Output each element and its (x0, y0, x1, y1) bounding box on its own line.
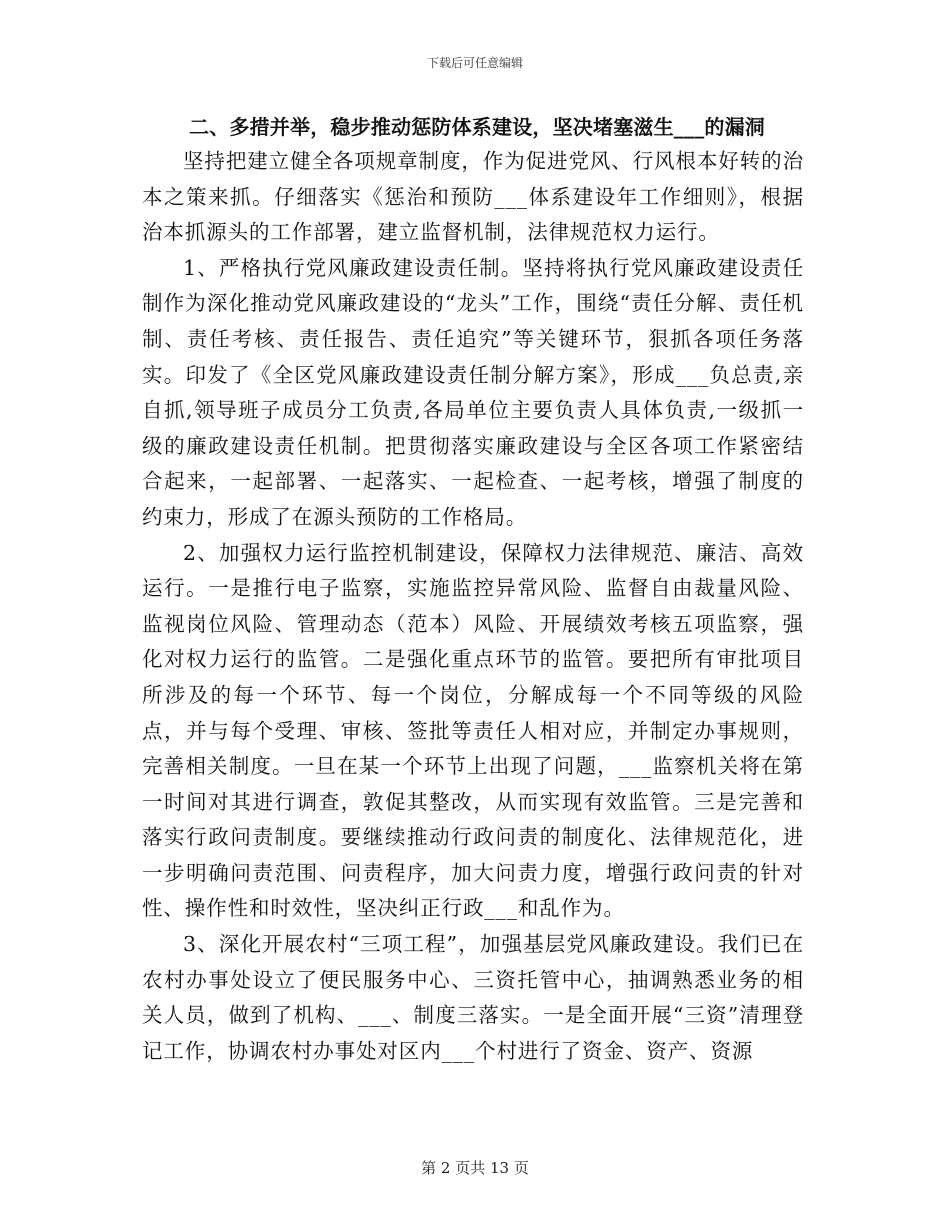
paragraph-item-3: 3、深化开展农村“三项工程”，加强基层党风廉政建设。我们已在农村办事处设立了便民服务中心、三资托管中心，抽调熟悉业务的相关人员，做到了机构、___、制度三落实。一是全面开展“三资”清理登记工作，协调农村办事处对区内___个村进行了资金、资产、资源 (142, 932, 804, 1063)
section-heading: 二、多措并举，稳步推动惩防体系建设，坚决堵塞滋生___的漏洞 (189, 115, 765, 139)
paragraph-intro: 坚持把建立健全各项规章制度，作为促进党风、行风根本好转的治本之策来抓。仔细落实《惩治和预防___体系建设年工作细则》，根据治本抓源头的工作部署，建立监督机制，法律规范权力运行。 (142, 149, 804, 245)
page-number: 第 2 页共 13 页 (421, 1159, 529, 1177)
paragraph-item-1: 1、严格执行党风廉政建设责任制。坚持将执行党风廉政建设责任制作为深化推动党风廉政建设的“龙头”工作，围绕“责任分解、责任机制、责任考核、责任报告、责任追究”等关键环节，狠抓各项任务落实。印发了《全区党风廉政建设责任制分解方案》，形成___负总责,亲自抓,领导班子成员分工负责,各局单位主要负责人具体负责,一级抓一级的廉政建设责任机制。把贯彻落实廉政建设与全区各项工作紧密结合起来，一起部署、一起落实、一起检查、一起考核，增强了制度的约束力，形成了在源头预防的工作格局。 (142, 255, 804, 529)
page-header-note: 下载后可任意编辑 (426, 56, 523, 70)
document-body (142, 111, 804, 1069)
paragraph-item-2: 2、加强权力运行监控机制建设，保障权力法律规范、廉洁、高效运行。一是推行电子监察，实施监控异常风险、监督自由裁量风险、监视岗位风险、管理动态（范本）风险、开展绩效考核五项监察，强化对权力运行的监管。二是强化重点环节的监管。要把所有审批项目所涉及的每一个环节、每一个岗位，分解成每一个不同等级的风险点，并与每个受理、审核、签批等责任人相对应，并制定办事规则，完善相关制度。一旦在某一个环节上出现了问题，___监察机关将在第一时间对其进行调查，敦促其整改，从而实现有效监管。三是完善和落实行政问责制度。要继续推动行政问责的制度化、法律规范化，进一步明确问责范围、问责程序，加大问责力度，增强行政问责的针对性、操作性和时效性，坚决纠正行政___和乱作为。 (142, 540, 804, 921)
